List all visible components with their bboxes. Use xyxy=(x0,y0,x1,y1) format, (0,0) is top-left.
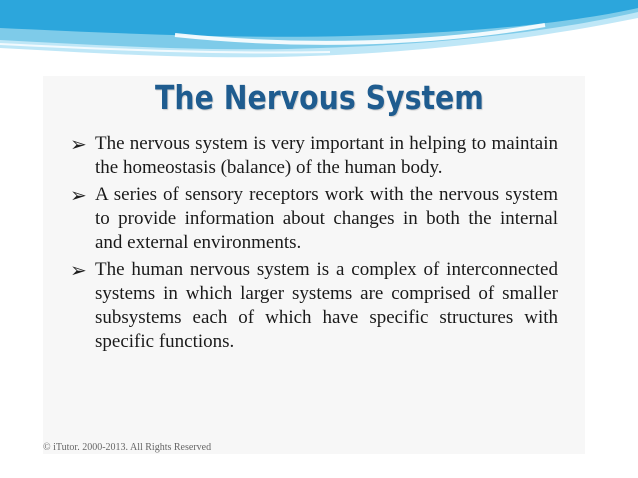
slide-title: The Nervous System xyxy=(155,78,484,117)
arrow-bullet-icon: ➢ xyxy=(70,132,87,156)
top-wave-decoration xyxy=(0,0,638,70)
bullet-text: The nervous system is very important in helping to maintain the homeostasis (balance) of the human body. xyxy=(95,133,558,178)
copyright-footer: © iTutor. 2000-2013. All Rights Reserved xyxy=(43,442,212,453)
bullet-list xyxy=(70,132,558,357)
arrow-bullet-icon: ➢ xyxy=(70,258,87,282)
bullet-item xyxy=(70,258,558,354)
bullet-text: A series of sensory receptors work with the nervous system to provide information about changes in both the internal and external environments. xyxy=(95,184,558,253)
bullet-item xyxy=(70,183,558,255)
bullet-item xyxy=(70,132,558,180)
bullet-text: The human nervous system is a complex of interconnected systems in which larger systems are comprised of smaller subsystems each of which have specific structures with specific functions. xyxy=(95,259,558,352)
arrow-bullet-icon: ➢ xyxy=(70,183,87,207)
